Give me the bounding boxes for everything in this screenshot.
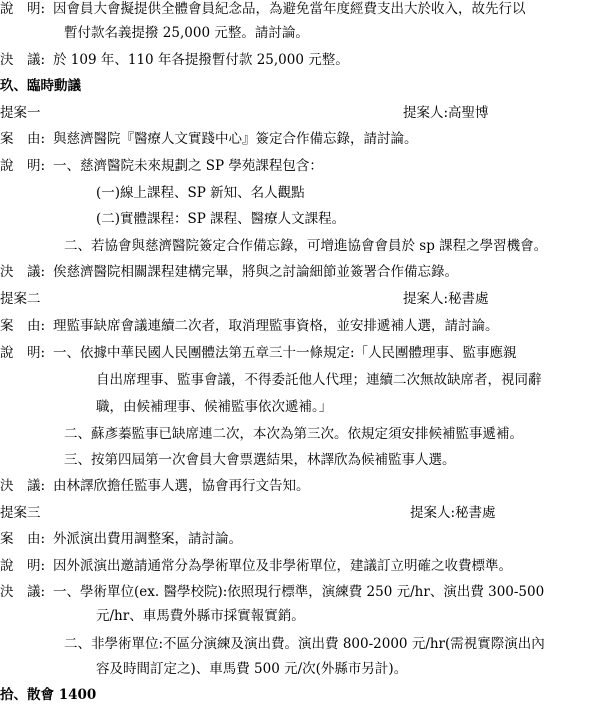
proposal3-resolution-label: 決 議: bbox=[0, 584, 46, 600]
proposal1-proposer: 提案人:高聖博 bbox=[403, 105, 489, 121]
proposal3-res1-line1: 一、學術單位(ex. 醫學校院):依照現行標準，演練費 250 元/hr、演出費 300-500 bbox=[53, 584, 545, 600]
section10-heading: 拾、散會 1400 bbox=[0, 687, 97, 703]
item8-resolution-label: 決 議: bbox=[0, 52, 46, 68]
proposal2-desc1-line1: 一、依據中華民國人民團體法第五章三十一條規定:「人民團體理事、監事應親 bbox=[53, 345, 517, 361]
proposal3-proposer: 提案人:秘書處 bbox=[410, 505, 496, 521]
proposal1-desc1b: (二)實體課程：SP 課程、醫療人文課程。 bbox=[96, 211, 346, 227]
proposal2-resolution-label: 決 議: bbox=[0, 478, 46, 494]
proposal3-title: 提案三 bbox=[0, 505, 41, 521]
proposal3-desc-label: 說 明: bbox=[0, 558, 46, 574]
proposal1-desc1: 一、慈濟醫院未來規劃之 SP 學苑課程包含： bbox=[53, 158, 323, 174]
proposal3-res2-line1: 二、非學術單位:不區分演練及演出費。演出費 800-2000 元/hr(需視實際演出內 bbox=[64, 636, 545, 652]
proposal1-desc1a: (一)線上課程、SP 新知、名人觀點 bbox=[96, 185, 305, 201]
proposal1-title: 提案一 bbox=[0, 105, 41, 121]
proposal1-subject: 與慈濟醫院『醫療人文實踐中心』簽定合作備忘錄，請討論。 bbox=[53, 131, 418, 147]
item8-desc-label: 說 明: bbox=[0, 1, 46, 17]
item8-desc-line2: 暫付款名義提撥 25,000 元整。請討論。 bbox=[64, 25, 309, 41]
proposal2-subject: 理監事缺席會議連續二次者，取消理監事資格，並安排遞補人選，請討論。 bbox=[53, 318, 499, 334]
item8-resolution-text: 於 109 年、110 年各提撥暫付款 25,000 元整。 bbox=[53, 52, 349, 68]
proposal2-title: 提案二 bbox=[0, 291, 41, 307]
proposal3-subject: 外派演出費用調整案，請討論。 bbox=[53, 531, 242, 547]
proposal3-desc: 因外派演出邀請通常分為學術單位及非學術單位，建議訂立明確之收費標準。 bbox=[53, 558, 512, 574]
proposal1-resolution-label: 決 議: bbox=[0, 264, 46, 280]
proposal3-res2-line2: 容及時間訂定之)、車馬費 500 元/次(外縣市另計)。 bbox=[96, 661, 408, 677]
proposal2-desc-label: 說 明: bbox=[0, 345, 46, 361]
proposal2-desc1-line2: 自出席理事、監事會議，不得委託他人代理；連續二次無故缺席者，視同辭 bbox=[96, 372, 542, 388]
section9-heading: 玖、臨時動議 bbox=[0, 78, 81, 94]
proposal1-desc-label: 說 明: bbox=[0, 158, 46, 174]
proposal1-subject-label: 案 由: bbox=[0, 131, 46, 147]
item8-desc-line1: 因會員大會擬提供全體會員紀念品，為避免當年度經費支出大於收入，故先行以 bbox=[53, 1, 526, 17]
proposal1-desc2: 二、若協會與慈濟醫院簽定合作備忘錄，可增進協會會員於 sp 課程之學習機會。 bbox=[64, 238, 548, 254]
proposal3-res1-line2: 元/hr、車馬費外縣市採實報實銷。 bbox=[96, 608, 305, 624]
proposal2-subject-label: 案 由: bbox=[0, 318, 46, 334]
proposal2-resolution: 由林譯欣擔任監事人選，協會再行文告知。 bbox=[53, 478, 310, 494]
proposal2-desc2: 二、蘇彥蓁監事已缺席連二次，本次為第三次。依規定須安排候補監事遞補。 bbox=[64, 426, 523, 442]
proposal2-desc1-line3: 職，由候補理事、候補監事依次遞補。」 bbox=[96, 399, 333, 415]
proposal2-proposer: 提案人:秘書處 bbox=[403, 291, 489, 307]
proposal1-resolution: 俟慈濟醫院相關課程建構完畢，將與之討論細節並簽署合作備忘錄。 bbox=[53, 264, 458, 280]
proposal2-desc3: 三、按第四屆第一次會員大會票選結果，林譯欣為候補監事人選。 bbox=[64, 452, 456, 468]
proposal3-subject-label: 案 由: bbox=[0, 531, 46, 547]
